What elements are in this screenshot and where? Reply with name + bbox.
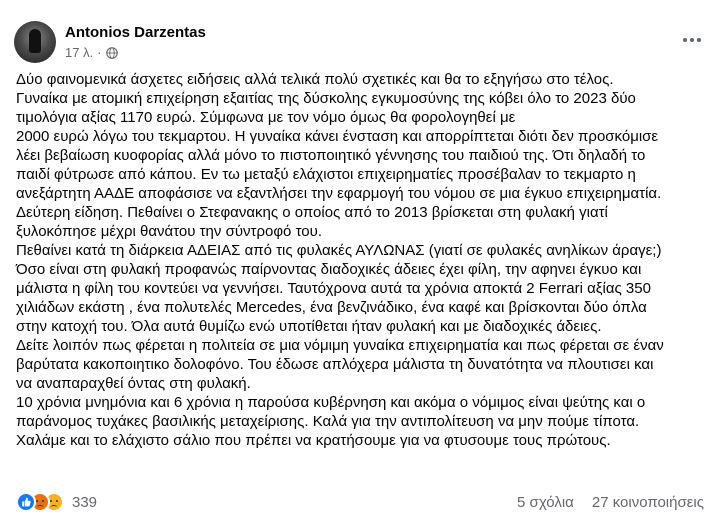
post-header (14, 20, 206, 64)
avatar[interactable] (14, 21, 56, 63)
post-stats (517, 494, 704, 511)
post-line: μάλιστα η φίλη του κοντεύει να γεννήσει. Ταυτόχρονα αυτά τα χρόνια αποκτά 2 Ferrari αξίας 350 (16, 280, 651, 297)
post-text (16, 70, 706, 450)
post-line: παιδί φύτρωσε από κάπου. Εν τω μεταξύ ελάχιστοι επιχειρηματίες προσέβαλαν το τεκμαρτο η (16, 166, 636, 183)
more-options-button[interactable] (678, 30, 706, 50)
post-line: Δεύτερη είδηση. Πεθαίνει ο Στεφανακης ο οποίος από το 2013 βρίσκεται στη φυλακή γιατί (16, 204, 608, 221)
post-line: Δύο φαινομενικά άσχετες ειδήσεις αλλά τελικά πολύ σχετικές και θα το εξηγήσω στο τέλος. (16, 71, 614, 88)
post-line: 2000 ευρώ λόγω του τεκμαρτου. Η γυναίκα κάνει ένσταση και απορρίπτεται διότι δεν προσκόμισε (16, 128, 659, 145)
more-dot-icon (697, 38, 701, 42)
post-line: Χαλάμε και το ελάχιστο σάλιο που πρέπει να κρατήσουμε για να φτυσουμε τους πρώτους. (16, 432, 611, 449)
post-line: βαρύτατα κακοποιητικο δολοφόνο. Του έδωσε απλόχερα μάλιστα τη δυνατότητα να πλουτισει και (16, 356, 654, 373)
author-name[interactable]: Antonios Darzentas (65, 23, 206, 41)
post-line: Όσο είναι στη φυλακή προφανώς παίρνοντας διαδοχικές άδειες έχει φίλη, την αφηνει έγκυο και (16, 261, 642, 278)
more-dot-icon (683, 38, 687, 42)
thumbs-up-icon (21, 497, 31, 507)
reactions-summary[interactable] (16, 492, 97, 512)
shares-count[interactable]: 27 κοινοποιήσεις (591, 493, 704, 511)
post-line: ξυλοκόπησε μέχρι θανάτου την σύντροφό του. (16, 223, 322, 240)
post-line: ανεξάρτητη ΑΑΔΕ αποφάσισε να εξαντλήσει την εφαρμογή του νόμου σε μια έγκυο επιχειρηματία. (16, 185, 662, 202)
post-meta (65, 23, 206, 62)
separator-dot: · (97, 44, 102, 60)
more-dot-icon (690, 38, 694, 42)
post-line: να αναπαραχθεί όντας στη φυλακή. (16, 375, 251, 392)
post-line: παράνομος τυχάκες βασιλικής μεταχείρισης. Καλά για την αντιπολίτευση να μην πούμε τίποτα. (16, 413, 640, 430)
post-line: Δείτε λοιπόν πως φέρεται η πολιτεία σε μια νόμιμη γυναίκα επιχειρηματία και πως φέρεται σε έναν (16, 337, 664, 354)
post-line: τιμολόγια αξίας 1170 ευρώ. Σύμφωνα με τον νόμο όμως θα φορολογηθεί με (16, 109, 516, 126)
post-line: χιλιάδων εκάστη , ένα πολυτελές Mercedes, ένα βενζινάδικο, ένα καφέ και βρίσκονται δύο όπλα (16, 299, 647, 316)
post-footer (16, 488, 704, 516)
comments-count[interactable]: 5 σχόλια (517, 493, 574, 511)
globe-icon (106, 47, 118, 59)
post-subline (65, 44, 206, 62)
post-line: στην κατοχή του. Όλα αυτά θυμίζω ενώ υποτίθεται ήταν φυλακή και με διαδοχικές άδειες. (16, 318, 602, 335)
post-line: Πεθαίνει κατά τη διάρκεια ΑΔΕΙΑΣ από τις φυλακές ΑΥΛΩΝΑΣ (γιατί σε φυλακές ανηλίκων άραγε;) (16, 242, 662, 259)
post-time[interactable]: 17 λ. (65, 44, 94, 60)
post-line: λέει βεβαίωση κυοφορίας αλλά μόνο το πιστοποιητικό γέννησης του παιδιού της. Ότι δηλαδή το (16, 147, 646, 164)
post-line: 10 χρόνια μνημόνια και 6 χρόνια η παρούσα κυβέρνηση και ακόμα ο νόμιμος είναι ψεύτης και ο (16, 394, 646, 411)
like-reaction-icon (16, 492, 36, 512)
post-line: Γυναίκα με ατομική επιχείρηση εξαιτίας της δύσκολης εγκυμοσύνης της κόβει όλο το 2023 δύο (16, 90, 636, 107)
reaction-count[interactable]: 339 (72, 493, 98, 511)
